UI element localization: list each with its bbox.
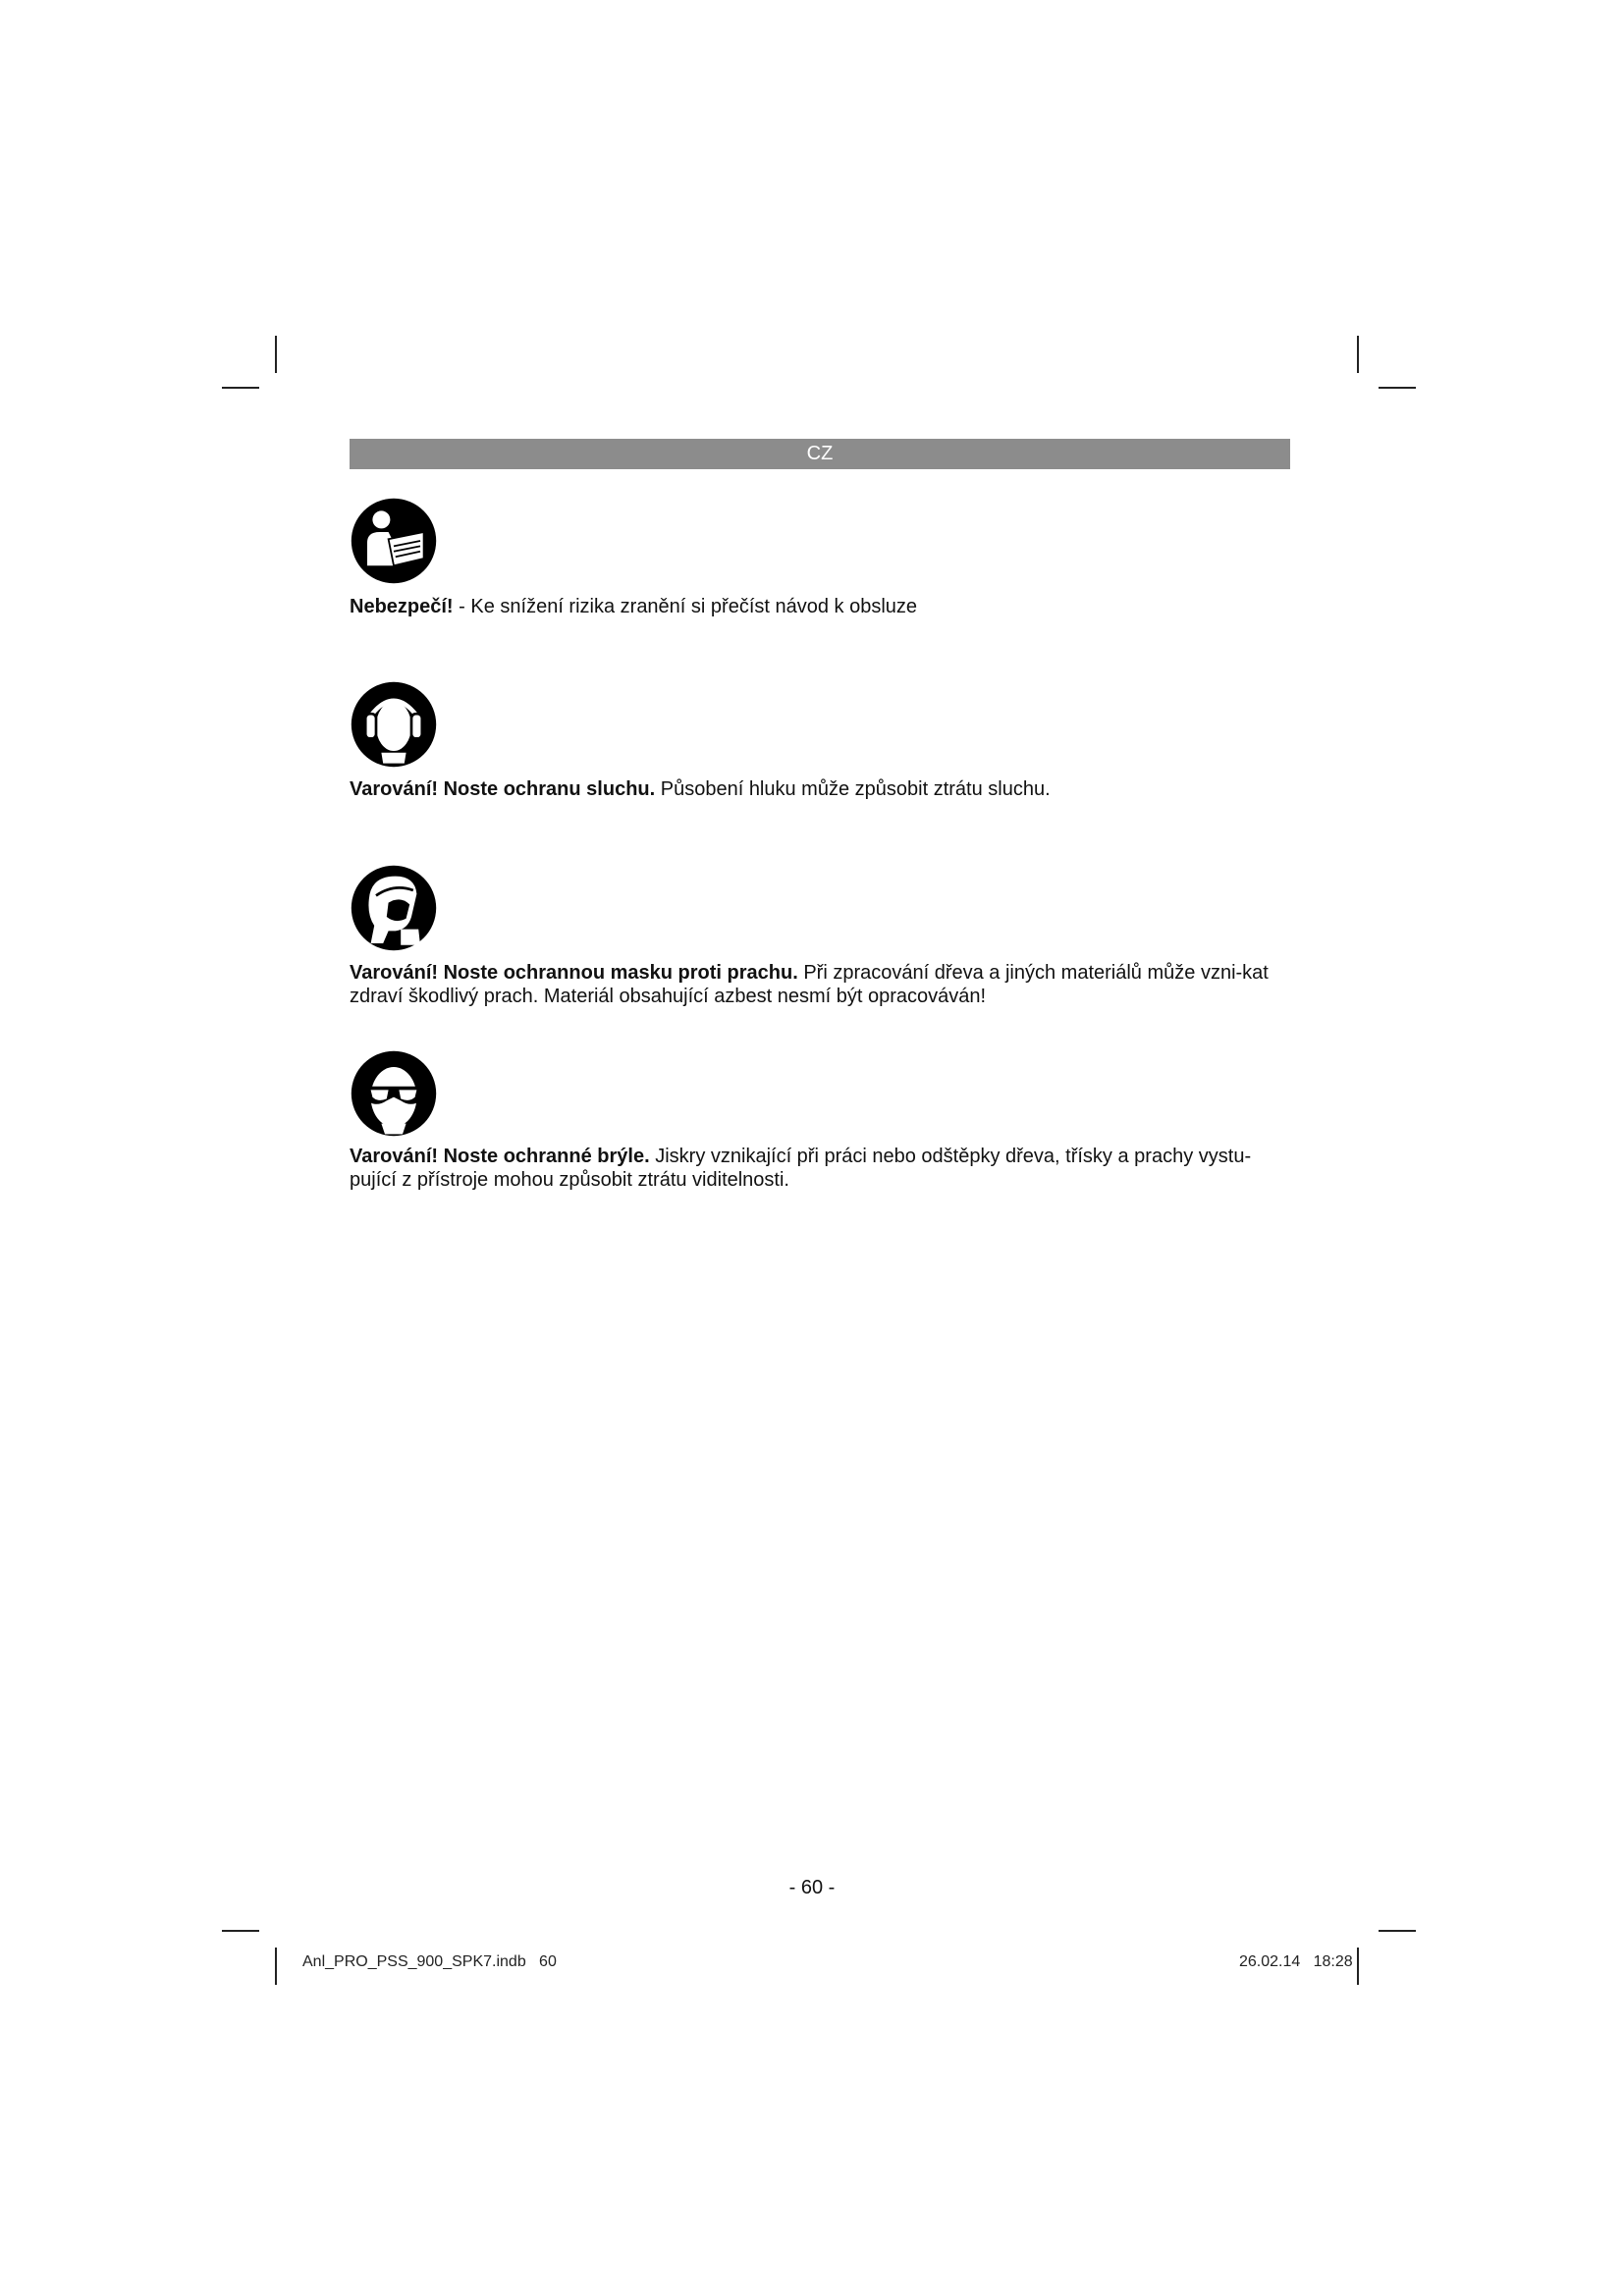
- dust-mask-icon: [350, 864, 438, 952]
- crop-mark: [1379, 1930, 1416, 1932]
- warning-lead: Nebezpečí!: [350, 596, 454, 617]
- read-manual-icon: [350, 497, 438, 585]
- warning-text: Při zpracování dřeva a jiných materiálů může vzni-kat zdraví škodlivý prach. Materiál obsahující azbest nesmí být opracováván!: [350, 962, 1269, 1007]
- crop-mark: [275, 336, 277, 373]
- language-header: CZ: [350, 439, 1290, 469]
- crop-mark: [1379, 387, 1416, 389]
- page-number: - 60 -: [788, 1877, 836, 1898]
- safety-item-4: [350, 1145, 1292, 1192]
- warning-text: Jiskry vznikající při práci nebo odštěpky dřeva, třísky a prachy vystu-pující z přístroje mohou způsobit ztrátu viditelnosti.: [350, 1146, 1252, 1191]
- warning-text: Působení hluku může způsobit ztrátu sluchu.: [655, 778, 1051, 800]
- crop-mark: [222, 1930, 259, 1932]
- safety-goggles-icon: [350, 1049, 438, 1138]
- warning-lead: Varování! Noste ochrannou masku proti prachu.: [350, 962, 798, 984]
- warning-text: - Ke snížení rizika zranění si přečíst návod k obsluze: [453, 596, 918, 617]
- footer-filename: Anl_PRO_PSS_900_SPK7.indb 60: [302, 1953, 557, 1970]
- warning-lead: Varování! Noste ochranné brýle.: [350, 1146, 650, 1167]
- footer-datetime: 26.02.14 18:28: [1239, 1953, 1353, 1970]
- safety-item-2: [350, 777, 1292, 801]
- safety-item-1: [350, 595, 1292, 618]
- crop-mark: [1357, 1948, 1359, 1985]
- warning-lead: Varování! Noste ochranu sluchu.: [350, 778, 656, 800]
- safety-item-3: [350, 961, 1292, 1008]
- ear-protection-icon: [350, 680, 438, 769]
- crop-mark: [1357, 336, 1359, 373]
- crop-mark: [222, 387, 259, 389]
- crop-mark: [275, 1948, 277, 1985]
